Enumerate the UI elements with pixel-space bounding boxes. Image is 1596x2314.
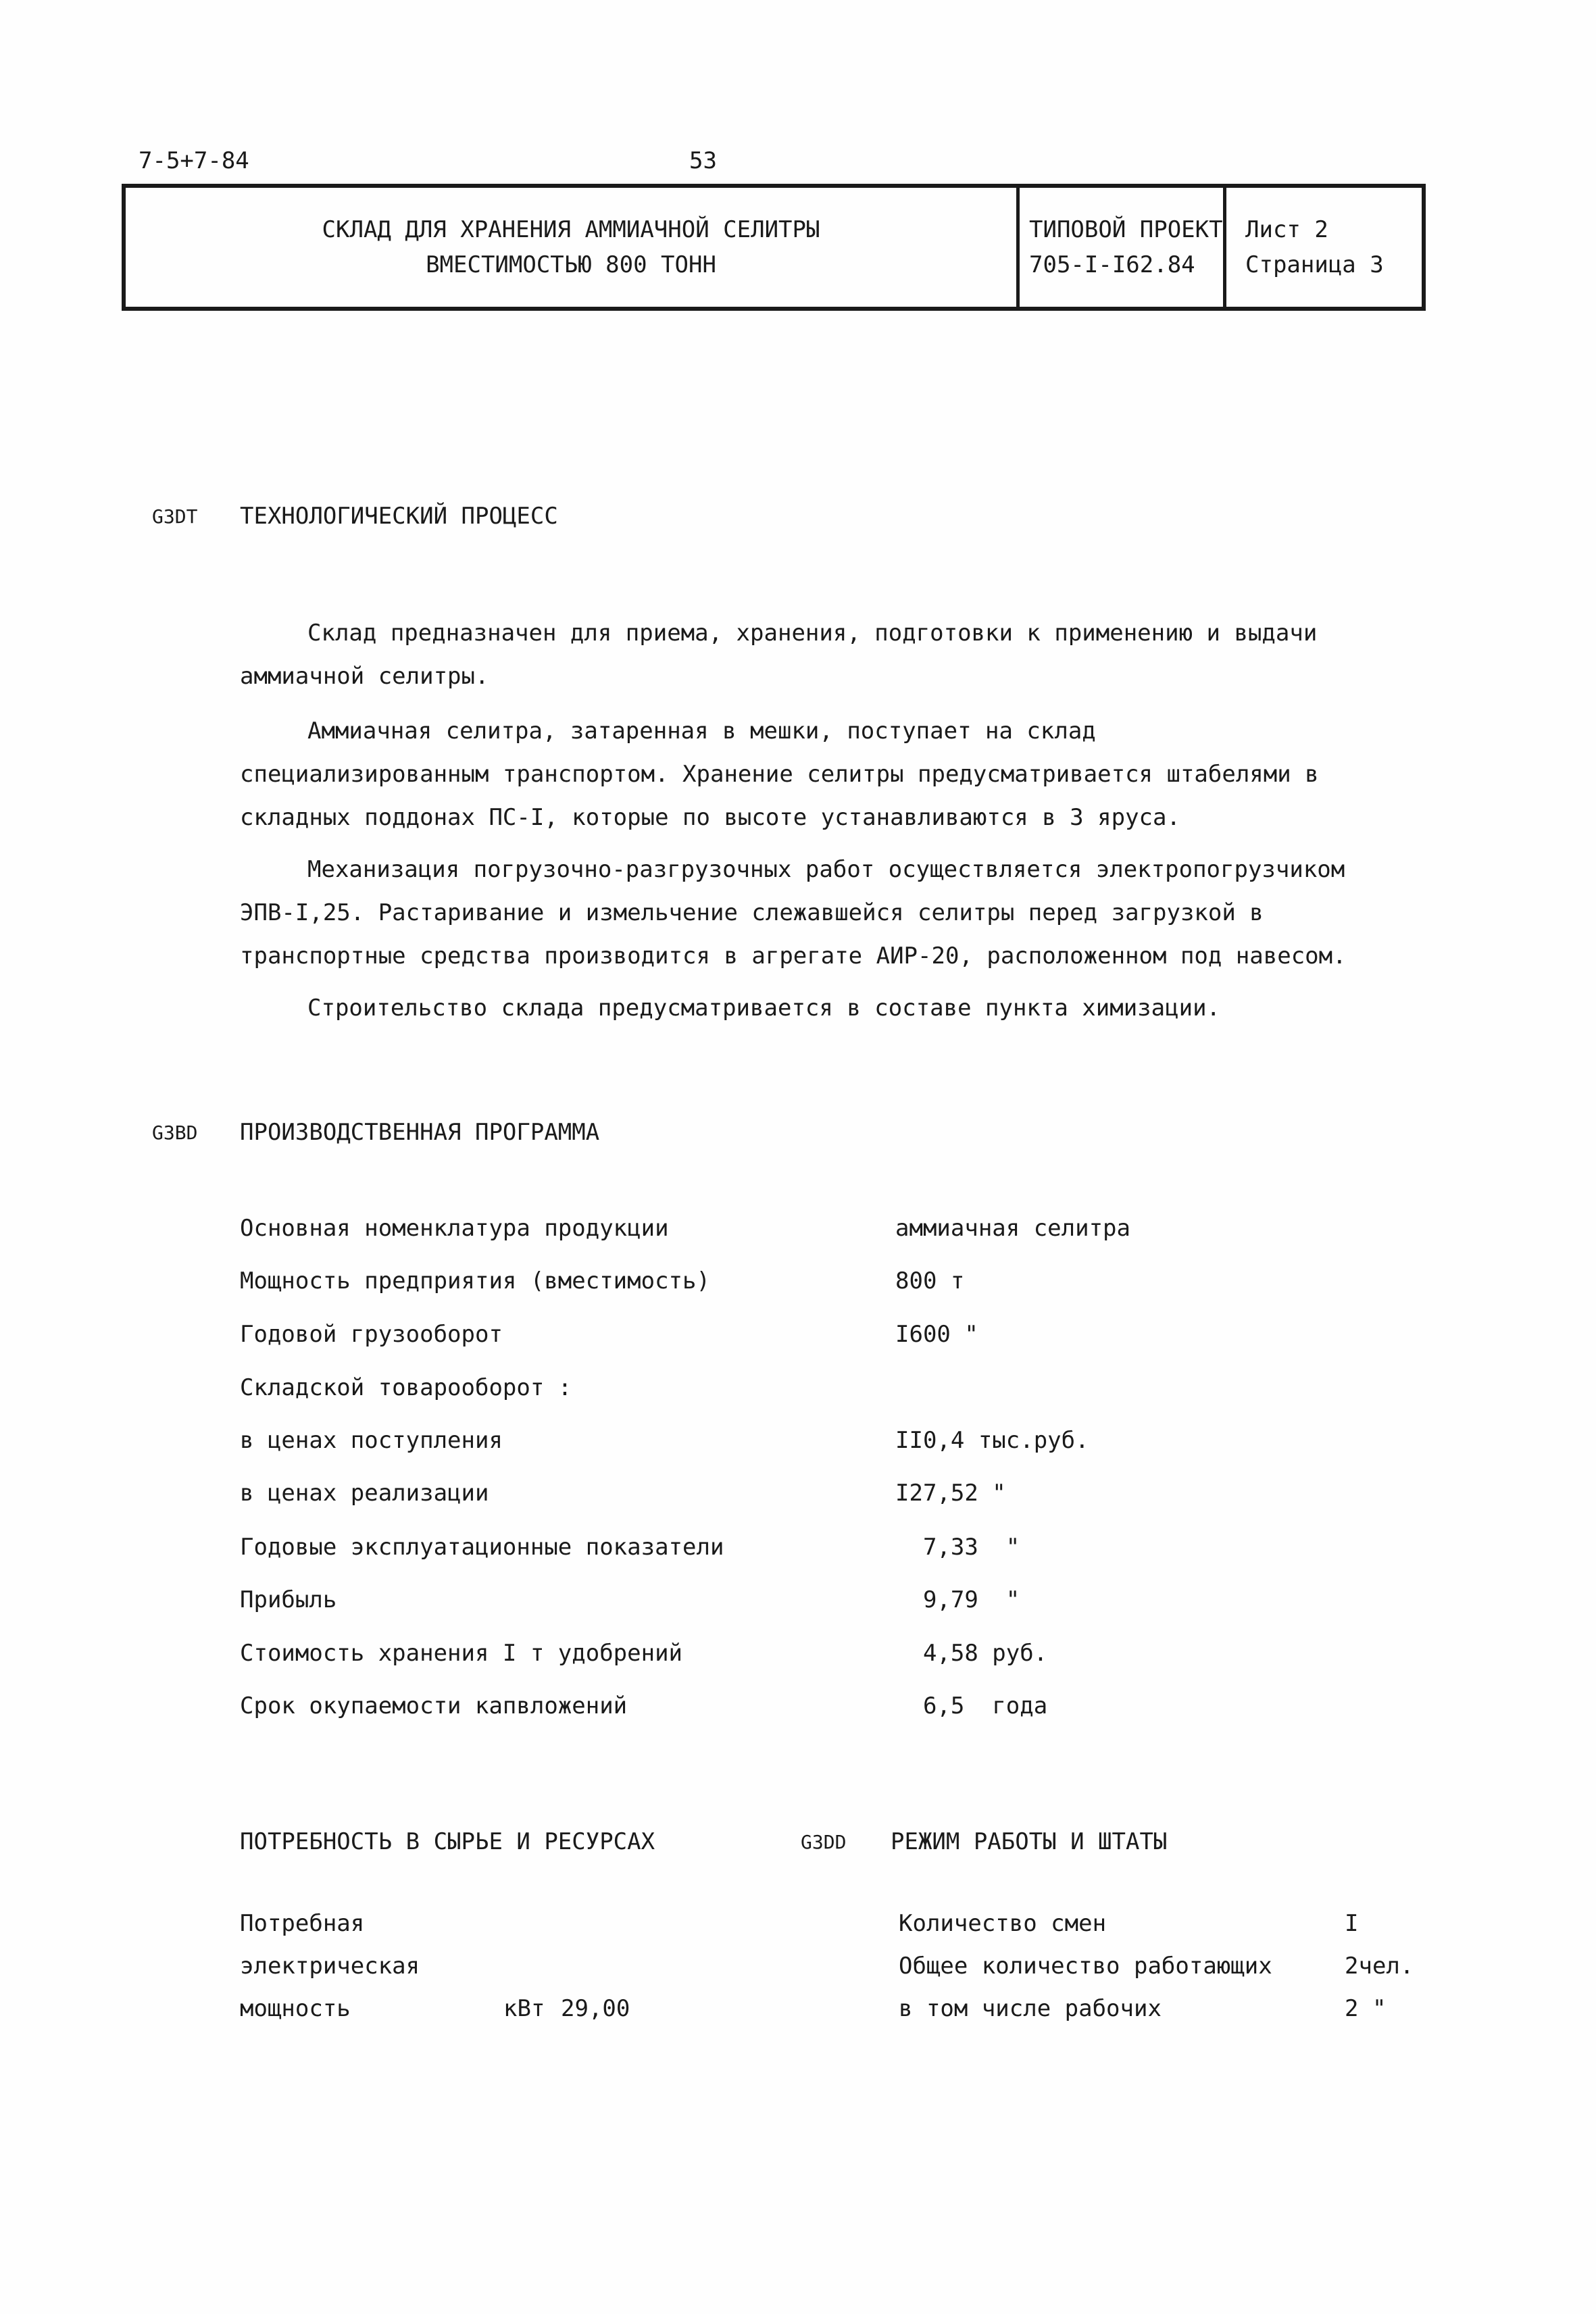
section-code-program: G3BD (152, 1122, 198, 1144)
sheet-cell (1223, 188, 1422, 307)
resources-label-line-2: электрическая (240, 1953, 420, 1980)
program-row-label: Срок окупаемости капвложений (240, 1692, 628, 1719)
program-row-label: Годовые эксплуатационные показатели (240, 1534, 724, 1561)
staff-row-label: Общее количество работающих (899, 1953, 1272, 1980)
staff-row-value: I (1345, 1910, 1359, 1937)
title-line-1: СКЛАД ДЛЯ ХРАНЕНИЯ АММИАЧНОЙ СЕЛИТРЫ (322, 216, 820, 243)
program-row-value: 4,58 руб. (895, 1640, 1048, 1667)
section-code-tech: G3DT (152, 505, 198, 528)
power-unit: кВт (503, 1995, 545, 2022)
tech-paragraph-3: Механизация погрузочно-разгрузочных работ осуществляется электропогрузчиком ЭПВ-I,25. Растаривание и измельчение слежавшейся селитры перед загрузкой в транспортные средства производится в агрегате АИР-20, расположенном под навесом. (240, 856, 1347, 970)
program-row-value: 800 т (895, 1267, 965, 1294)
project-label: ТИПОВОЙ ПРОЕКТ (1029, 216, 1223, 243)
program-row-value: 7,33 " (895, 1534, 1020, 1561)
title-block (122, 184, 1426, 311)
page-label: Страница 3 (1245, 251, 1384, 278)
program-row-label: Складской товарооборот : (240, 1374, 572, 1401)
program-row-value: I27,52 " (895, 1480, 1006, 1507)
title-line-2: ВМЕСТИМОСТЬЮ 800 ТОНН (426, 251, 716, 278)
resources-label-line-3: мощность (240, 1995, 351, 2022)
tech-paragraph-2: Аммиачная селитра, затаренная в мешки, поступает на склад специализированным транспортом. Хранение селитры предусматривается штабелями в складных поддонах ПС-I, которые по высоте устанавливаются в 3 яруса. (240, 718, 1319, 831)
program-row-label: Стоимость хранения I т удобрений (240, 1640, 683, 1667)
program-row-label: Годовой грузооборот (240, 1321, 503, 1348)
tech-paragraph-1: Склад предназначен для приема, хранения, подготовки к применению и выдачи аммиачной селитры. (240, 620, 1318, 690)
section-title-program: ПРОИЗВОДСТВЕННАЯ ПРОГРАММА (240, 1119, 600, 1146)
power-value: 29,00 (561, 1995, 630, 2022)
staff-row-label: в том числе рабочих (899, 1995, 1162, 2022)
program-row-value: аммиачная селитра (895, 1215, 1130, 1242)
document-code: 7-5+7-84 (139, 147, 249, 174)
program-row-value: II0,4 тыс.руб. (895, 1427, 1089, 1454)
section-title-resources: ПОТРЕБНОСТЬ В СЫРЬЕ И РЕСУРСАХ (240, 1828, 655, 1855)
program-row-value: 9,79 " (895, 1586, 1020, 1613)
program-row-label: Прибыль (240, 1586, 337, 1613)
title-cell (126, 188, 1016, 307)
resources-label-line-1: Потребная (240, 1910, 365, 1937)
program-row-value: 6,5 года (895, 1692, 1048, 1719)
section-title-staff: РЕЖИМ РАБОТЫ И ШТАТЫ (891, 1828, 1168, 1855)
section-code-staff: G3DD (801, 1831, 847, 1853)
program-row-label: в ценах поступления (240, 1427, 503, 1454)
staff-row-value: 2 " (1345, 1995, 1387, 2022)
page-number: 53 (689, 147, 717, 174)
program-row-value: I600 " (895, 1321, 978, 1348)
staff-row-value: 2чел. (1345, 1953, 1414, 1980)
sheet-number: Лист 2 (1245, 216, 1328, 243)
program-row-label: Мощность предприятия (вместимость) (240, 1267, 710, 1294)
tech-paragraph-4: Строительство склада предусматривается в составе пункта химизации. (307, 995, 1221, 1022)
section-title-tech: ТЕХНОЛОГИЧЕСКИЙ ПРОЦЕСС (240, 503, 558, 530)
project-number: 705-I-I62.84 (1029, 251, 1195, 278)
program-row-label: Основная номенклатура продукции (240, 1215, 669, 1242)
staff-row-label: Количество смен (899, 1910, 1107, 1937)
program-row-label: в ценах реализации (240, 1480, 489, 1507)
project-cell (1016, 188, 1223, 307)
